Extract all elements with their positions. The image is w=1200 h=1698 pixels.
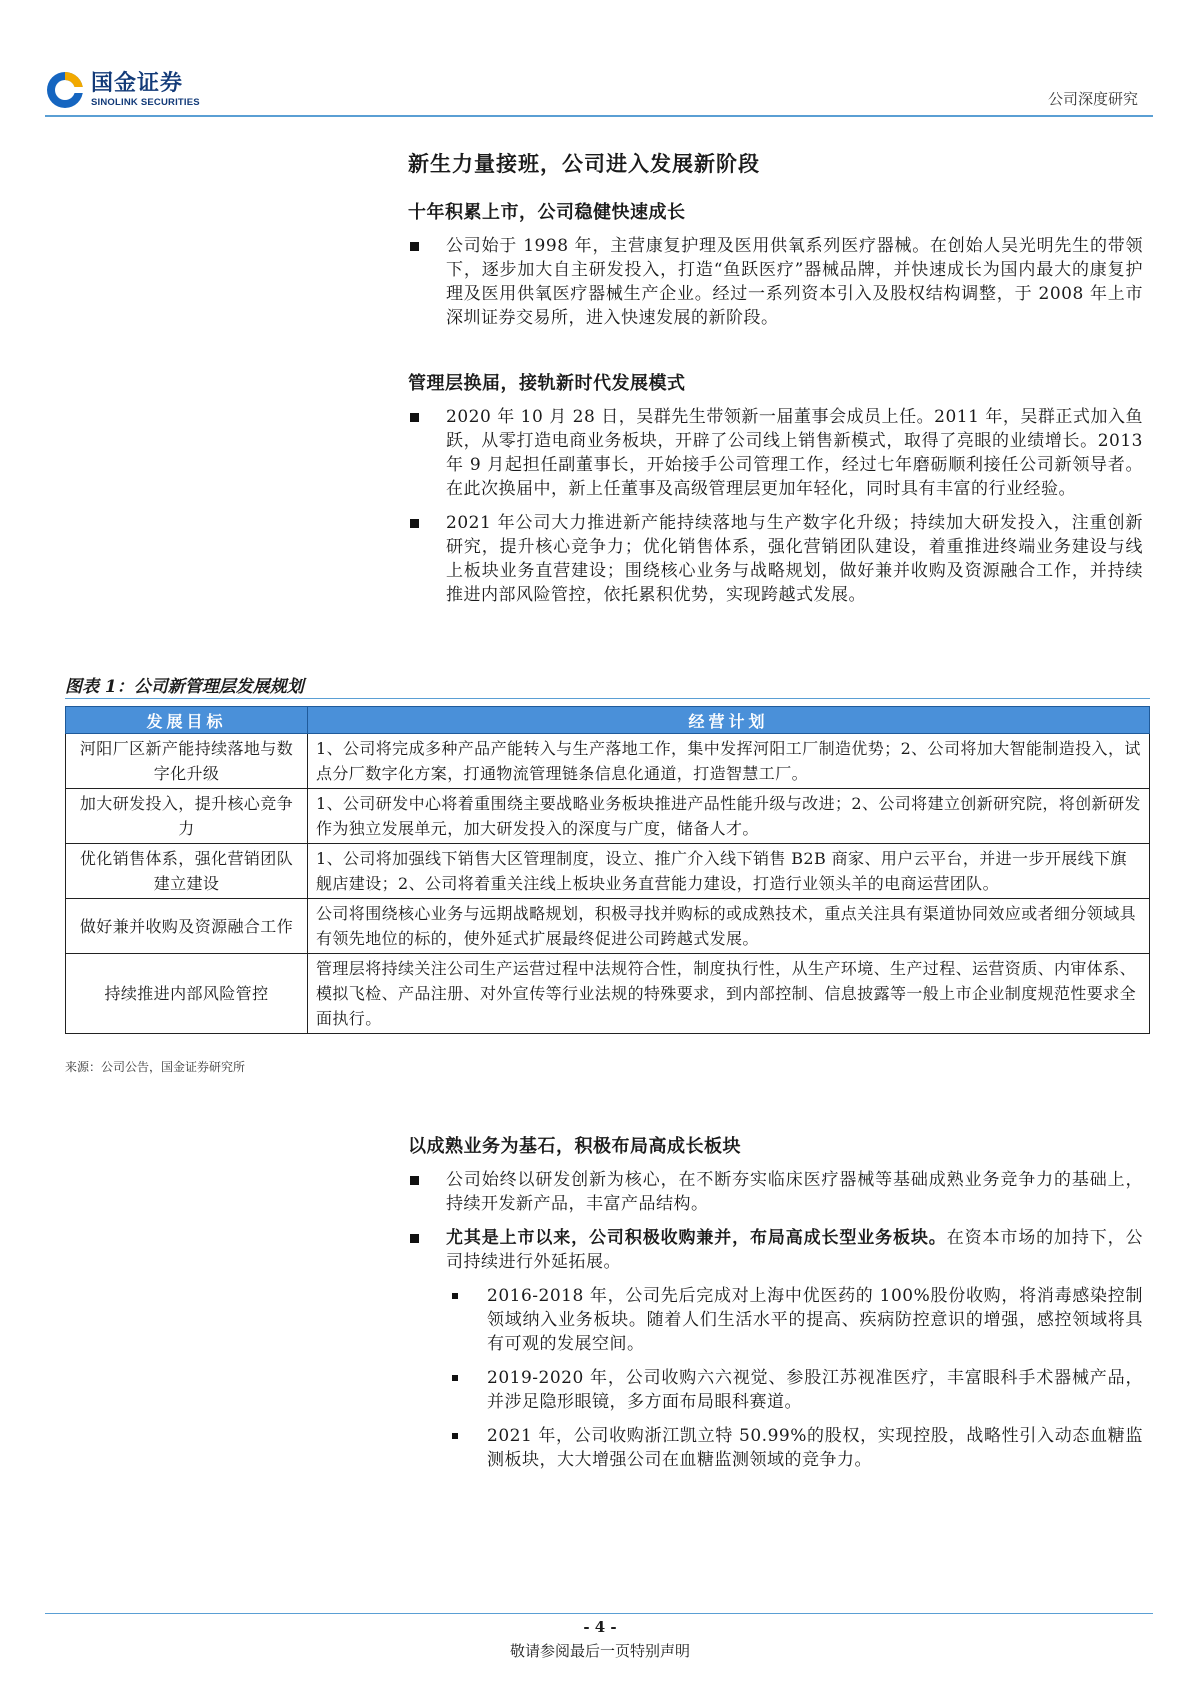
figure-divider <box>65 698 1150 699</box>
subsection-2 <box>408 369 1143 607</box>
plan-cell: 1、公司研发中心将着重围绕主要战略业务板块推进产品性能升级与改进；2、公司将建立创新研究院，将创新研发作为独立发展单元，加大研发投入的深度与广度，储备人才。 <box>308 789 1150 844</box>
page-number: - 4 - <box>583 1618 617 1636</box>
section-title-block <box>408 148 1143 178</box>
sub-bullet-icon <box>452 1375 458 1381</box>
figure-title: 图表 1：公司新管理层发展规划 <box>65 677 304 697</box>
sub-bullet-icon <box>452 1433 458 1439</box>
col-header-plan: 经营计划 <box>308 707 1150 734</box>
subsection-1 <box>408 198 1143 330</box>
logo-cn-text: 国金证券 <box>91 70 184 96</box>
company-logo <box>45 68 200 112</box>
goal-cell: 持续推进内部风险管控 <box>66 954 308 1034</box>
plan-cell: 公司将围绕核心业务与远期战略规划，积极寻找并购标的或成熟技术，重点关注具有渠道协同效应或者细分领域具有领先地位的标的，使外延式扩展最终促进公司跨越式发展。 <box>308 899 1150 954</box>
plan-cell: 1、公司将完成多种产品产能转入与生产落地工作，集中发挥河阳工厂制造优势；2、公司将加大智能制造投入，试点分厂数字化方案，打通物流管理链条信息化通道，打造智慧工厂。 <box>308 734 1150 789</box>
logo-en-text: SINOLINK SECURITIES <box>91 96 200 108</box>
subsection-1-heading: 十年积累上市，公司稳健快速成长 <box>408 202 686 223</box>
table-row <box>66 789 1150 844</box>
bullet-square-icon <box>410 1176 419 1185</box>
list-item: 2020 年 10 月 28 日，吴群先生带领新一届董事会成员上任。2011 年，吴群正式加入鱼跃，从零打造电商业务板块，开辟了公司线上销售新模式，取得了亮眼的业绩增长。2013 年 9 月起担任副董事长，开始接手公司管理工作，经过七年磨砺顺利接任公司新领导者。在此次换届中，新上任董事及高级管理层更加年轻化，同时具有丰富的行业经验。 <box>408 405 1143 501</box>
report-type: 公司深度研究 <box>1047 90 1138 108</box>
list-item: 尤其是上市以来，公司积极收购兼并，布局高成长型业务板块。在资本市场的加持下，公司持续进行外延拓展。 <box>408 1226 1143 1274</box>
list-item: 公司始终以研发创新为核心，在不断夯实临床医疗器械等基础成熟业务竞争力的基础上，持续开发新产品，丰富产品结构。 <box>408 1168 1143 1216</box>
table-row <box>66 954 1150 1034</box>
bullet-square-icon <box>410 242 419 251</box>
subsection-3-heading: 以成熟业务为基石，积极布局高成长板块 <box>408 1136 741 1157</box>
list-item: 2021 年公司大力推进新产能持续落地与生产数字化升级；持续加大研发投入，注重创新研究，提升核心竞争力；优化销售体系，强化营销团队建设，着重推进终端业务建设与线上板块业务直营建设；围绕核心业务与战略规划，做好兼并收购及资源融合工作，并持续推进内部风险管控，依托累积优势，实现跨越式发展。 <box>408 511 1143 607</box>
sub-list-item: 2021 年，公司收购浙江凯立特 50.99%的股权，实现控股，战略性引入动态血糖监测板块，大大增强公司在血糖监测领域的竞争力。 <box>408 1424 1143 1472</box>
sub-list-item: 2016-2018 年，公司先后完成对上海中优医药的 100%股份收购，将消毒感染控制领域纳入业务板块。随着人们生活水平的提高、疾病防控意识的增强，感控领域将具有可观的发展空间。 <box>408 1284 1143 1356</box>
goal-cell: 加大研发投入，提升核心竞争力 <box>66 789 308 844</box>
goal-cell: 优化销售体系，强化营销团队建立建设 <box>66 844 308 899</box>
disclaimer-note: 敬请参阅最后一页特别声明 <box>509 1642 690 1660</box>
table-header-row <box>66 707 1150 734</box>
plan-cell: 1、公司将加强线下销售大区管理制度，设立、推广介入线下销售 B2B 商家、用户云平台，并进一步开展线下旗舰店建设；2、公司将着重关注线上板块业务直营能力建设，打造行业领头羊的电商运营团队。 <box>308 844 1150 899</box>
sub-list-item: 2019-2020 年，公司收购六六视觉、参股江苏视准医疗，丰富眼科手术器械产品，并涉足隐形眼镜，多方面布局眼科赛道。 <box>408 1366 1143 1414</box>
list-item: 公司始于 1998 年，主营康复护理及医用供氧系列医疗器械。在创始人吴光明先生的带领下，逐步加大自主研发投入，打造“鱼跃医疗”器械品牌，并快速成长为国内最大的康复护理及医用供氧医疗器械生产企业。经过一系列资本引入及股权结构调整，于 2008 年上市深圳证券交易所，进入快速发展的新阶段。 <box>408 234 1143 330</box>
plan-cell: 管理层将持续关注公司生产运营过程中法规符合性，制度执行性，从生产环境、生产过程、运营资质、内审体系、模拟飞检、产品注册、对外宣传等行业法规的特殊要求，到内部控制、信息披露等一般上市企业制度规范性要求全面执行。 <box>308 954 1150 1034</box>
bullet-square-icon <box>410 1234 419 1243</box>
sinolink-logo-icon <box>45 70 85 110</box>
table-row <box>66 734 1150 789</box>
table-row <box>66 844 1150 899</box>
bullet-square-icon <box>410 519 419 528</box>
page-header <box>45 64 1153 116</box>
goal-cell: 做好兼并收购及资源融合工作 <box>66 899 308 954</box>
emphasis-text: 尤其是上市以来，公司积极收购兼并，布局高成长型业务板块。 <box>446 1228 947 1248</box>
sub-bullet-icon <box>452 1293 458 1299</box>
section-title: 新生力量接班，公司进入发展新阶段 <box>408 151 760 176</box>
table-row <box>66 899 1150 954</box>
subsection-2-heading: 管理层换届，接轨新时代发展模式 <box>408 373 686 394</box>
figure-source: 来源：公司公告，国金证券研究所 <box>65 1060 246 1074</box>
bullet-square-icon <box>410 413 419 422</box>
subsection-3 <box>408 1132 1143 1472</box>
header-divider <box>45 115 1153 117</box>
footer-divider <box>45 1613 1153 1614</box>
col-header-goal: 发展目标 <box>66 707 308 734</box>
goal-cell: 河阳厂区新产能持续落地与数字化升级 <box>66 734 308 789</box>
plan-table <box>65 706 1150 1034</box>
